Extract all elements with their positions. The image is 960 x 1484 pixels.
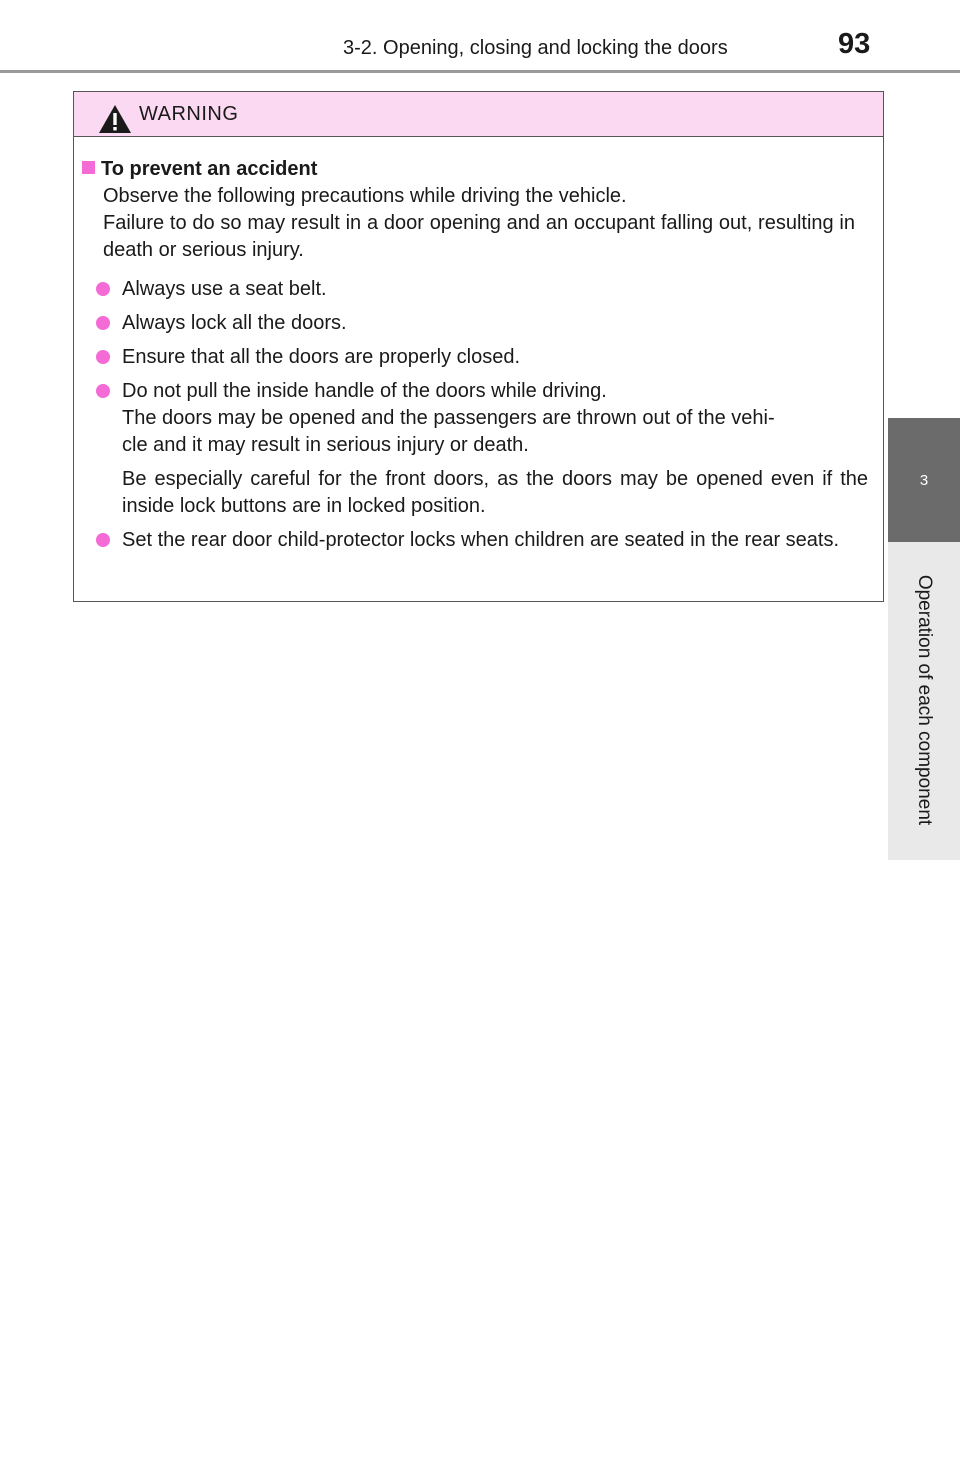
chapter-tab [888, 418, 960, 542]
round-bullet-icon [96, 384, 110, 398]
warning-header [74, 92, 883, 137]
list-item [96, 276, 856, 303]
round-bullet-icon [96, 282, 110, 296]
header-rule [0, 70, 960, 73]
list-item-text: Set the rear door child-protector locks when children are seated in the rear seats. [122, 529, 840, 551]
page-header [0, 0, 960, 74]
round-bullet-icon [96, 533, 110, 547]
intro-line-1: Observe the following precautions while driving the vehicle. [103, 185, 627, 207]
warning-heading [82, 156, 317, 183]
front-doors-note: Be especially careful for the front doors, as the doors may be opened even if the inside lock buttons are in locked position. [122, 468, 868, 517]
list-item [96, 310, 856, 337]
warning-title: WARNING [139, 103, 239, 125]
square-bullet-icon [82, 161, 95, 174]
warning-box [73, 91, 884, 602]
page-number: 93 [838, 28, 871, 60]
list-item [96, 378, 856, 459]
list-item-text: Do not pull the inside handle of the doors while driving. The doors may be opened and the passengers are thrown out of the vehi- cle and it may result in serious injury or death. [122, 380, 775, 456]
round-bullet-icon [96, 316, 110, 330]
chapter-number: 3 [919, 471, 929, 489]
intro-line-2: Failure to do so may result in a door opening and an occupant falling out, resulting in death or serious injury. [103, 212, 855, 261]
list-item-text: Always lock all the doors. [122, 312, 347, 334]
chapter-label: Operation of each component [914, 574, 935, 826]
warning-heading-text: To prevent an accident [101, 158, 318, 180]
warning-triangle-icon [98, 104, 132, 134]
list-item [96, 344, 856, 371]
section-title: 3-2. Opening, closing and locking the doors [343, 37, 728, 59]
list-item-text: Ensure that all the doors are properly closed. [122, 346, 520, 368]
list-item [96, 527, 856, 554]
round-bullet-icon [96, 350, 110, 364]
list-item-text: Always use a seat belt. [122, 278, 327, 300]
